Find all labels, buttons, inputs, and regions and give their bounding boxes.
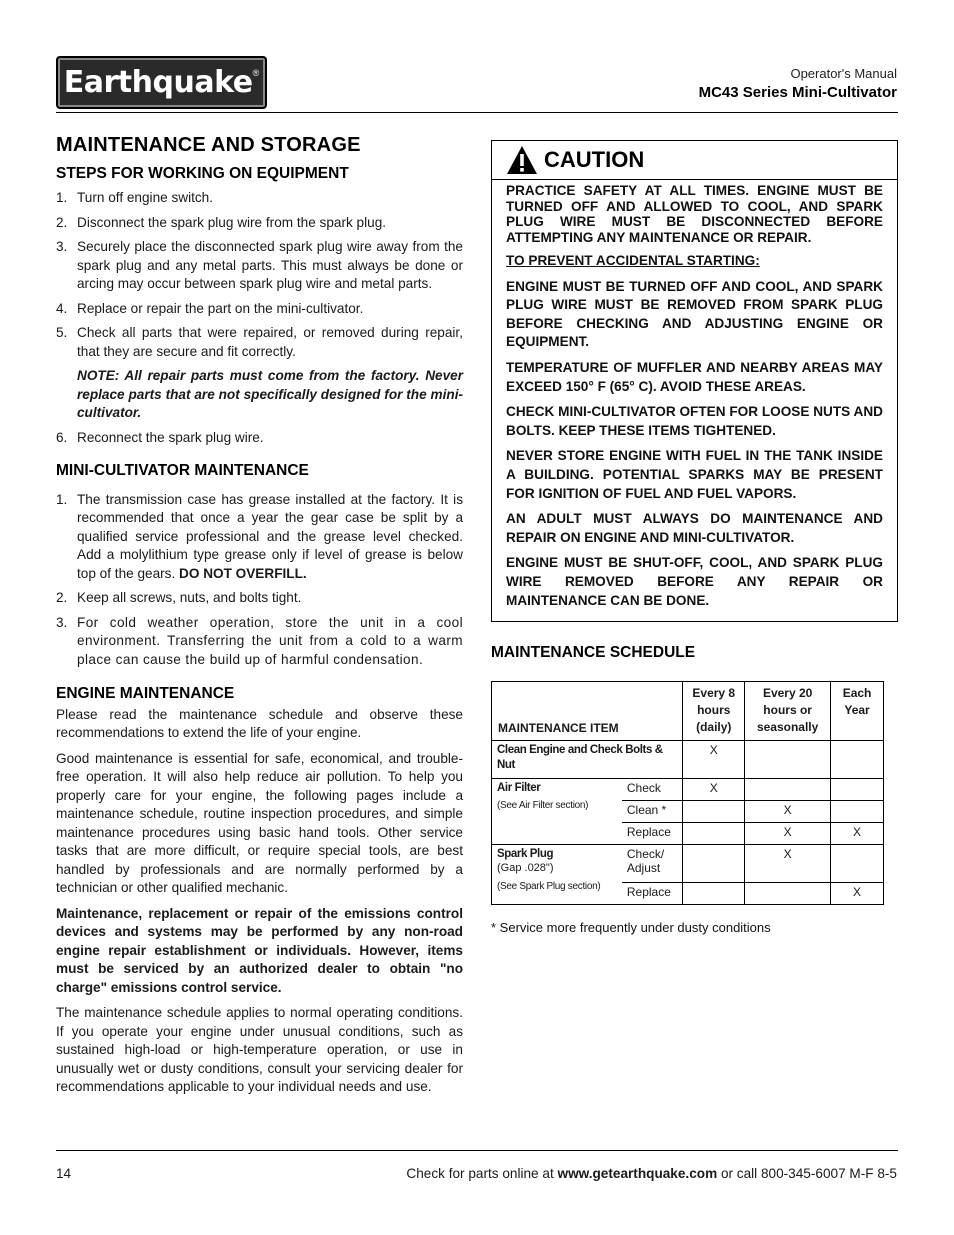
- cell-mark: X: [683, 779, 745, 801]
- cell-mark: X: [745, 801, 831, 823]
- caution-header: [492, 141, 897, 180]
- caution-paragraph: PRACTICE SAFETY AT ALL TIMES. ENGINE MUST BE TURNED OFF AND ALLOWED TO COOL, AND SPARK PLUG WIRE MUST BE DISCONNECTED BEFORE ATTEMPTING ANY MAINTENANCE OR REPAIR.: [506, 183, 883, 245]
- cell-mark: X: [683, 741, 745, 779]
- list-item: 2. Disconnect the spark plug wire from the spark plug.: [56, 214, 387, 230]
- list-item: 6. Reconnect the spark plug wire.: [56, 429, 264, 445]
- list-item: 3. Securely place the disconnected spark plug wire away from the spark plug and any metal parts. This must always be done or arcing may occur between spark plug wire and metal parts.: [56, 239, 463, 291]
- series-title: MC43 Series Mini-Cultivator: [698, 84, 897, 101]
- list-item: 1. The transmission case has grease installed at the factory. It is recommended that once a year the gear case be split by a qualified service professional and the grease level checked. Add a molylithium type grease only if level of grease is below top of the gears. DO NOT OVERFILL.: [56, 491, 463, 581]
- cell-mark: X: [745, 823, 831, 845]
- logo-registered-mark: ®: [252, 67, 260, 78]
- caution-body: [492, 180, 897, 610]
- caution-paragraph: TEMPERATURE OF MUFFLER AND NEARBY AREAS MAY EXCEED 150° F (65° C). AVOID THESE AREAS.: [506, 359, 883, 394]
- list-item: 2. Keep all screws, nuts, and bolts tight.: [56, 590, 302, 605]
- section-title: MAINTENANCE AND STORAGE: [56, 134, 361, 156]
- action-label: Replace: [622, 883, 683, 905]
- caution-paragraph: ENGINE MUST BE TURNED OFF AND COOL, AND SPARK PLUG WIRE MUST BE REMOVED FROM SPARK PLUG BEFORE CHECKING AND ADJUSTING ENGINE OR EQUIPMENT.: [506, 278, 883, 350]
- action-label: Check/ Adjust: [622, 845, 683, 883]
- engine-paragraph: Good maintenance is essential for safe, economical, and trouble-free operation. It will also help reduce air pollution. To help you properly care for your engine, the following pages include a maintenance schedule, routine inspection procedures, and simple maintenance procedures using basic hand tools. Other service tasks that are more difficult, or require special tools, are best handled by professionals and are normally performed by a technician or other qualified mechanic.: [56, 750, 463, 895]
- list-item: 1. Turn off engine switch.: [56, 190, 214, 205]
- item-clean-engine: Clean Engine and Check Bolts & Nut: [497, 744, 663, 771]
- cell-mark: [745, 741, 831, 779]
- table-row: [492, 845, 884, 883]
- cell-mark: X: [831, 883, 884, 905]
- steps-list-cont: [56, 429, 463, 448]
- header-every-8-hours: Every 8 hours (daily): [683, 682, 745, 741]
- schedule-title: MAINTENANCE SCHEDULE: [491, 644, 696, 661]
- mini-cultivator-list: [56, 491, 463, 670]
- footer-pre: Check for parts online at: [406, 1166, 554, 1181]
- footer-post: or call 800-345-6007 M-F 8-5: [720, 1166, 897, 1181]
- list-item: 4. Replace or repair the part on the mini-cultivator.: [56, 300, 364, 316]
- caution-subheading: TO PREVENT ACCIDENTAL STARTING:: [506, 253, 760, 268]
- cell-mark: [831, 779, 884, 801]
- warning-triangle-icon: [506, 145, 538, 175]
- caution-paragraph: NEVER STORE ENGINE WITH FUEL IN THE TANK INSIDE A BUILDING. POTENTIAL SPARKS MAY BE PRESENT FOR IGNITION OF FUEL AND FUEL VAPORS.: [506, 448, 883, 501]
- caution-title: CAUTION: [544, 147, 645, 172]
- engine-paragraph: Please read the maintenance schedule and observe these recommendations to extend the life of your engine.: [56, 706, 463, 740]
- page-number: 14: [56, 1166, 72, 1181]
- caution-paragraph: AN ADULT MUST ALWAYS DO MAINTENANCE AND REPAIR ON ENGINE AND MINI-CULTIVATOR.: [506, 511, 883, 545]
- maintenance-schedule-table: [491, 681, 884, 905]
- footer-contact: [406, 1166, 897, 1181]
- cell-mark: [831, 845, 884, 883]
- cell-mark: [831, 741, 884, 779]
- cell-mark: [683, 823, 745, 845]
- cell-mark: [831, 801, 884, 823]
- table-row: [492, 779, 884, 801]
- action-label: Replace: [622, 823, 683, 845]
- header-right: [699, 66, 897, 101]
- steps-title: STEPS FOR WORKING ON EQUIPMENT: [56, 164, 349, 182]
- header-each-year: Each Year: [831, 682, 884, 741]
- logo-text: Earthquake: [63, 65, 253, 100]
- cell-mark: [683, 883, 745, 905]
- steps-list: [56, 189, 463, 361]
- caution-paragraph: ENGINE MUST BE SHUT-OFF, COOL, AND SPARK PLUG WIRE REMOVED BEFORE ANY REPAIR OR MAINTENANCE CAN BE DONE.: [506, 555, 883, 608]
- table-header-row: [492, 682, 884, 741]
- mini-cultivator-title: MINI-CULTIVATOR MAINTENANCE: [56, 462, 309, 479]
- list-item: 3. For cold weather operation, store the unit in a cool environment. Transferring the unit from a cold to a warm place can cause the build up of harmful condensation.: [56, 614, 463, 667]
- list-item: 5. Check all parts that were repaired, or removed during repair, that they are secure and fit correctly.: [56, 325, 463, 359]
- air-filter-note: (See Air Filter section): [497, 800, 589, 811]
- table-row: [492, 741, 884, 779]
- header-every-20-hours: Every 20 hours or seasonally: [745, 682, 831, 741]
- earthquake-logo: [56, 56, 267, 109]
- action-label: Clean *: [622, 801, 683, 823]
- header-divider: [56, 112, 898, 113]
- engine-paragraph: The maintenance schedule applies to normal operating conditions. If you operate your engine under unusual conditions, such as sustained high-load or high-temperature operation, or use in unusually wet or dusty conditions, consult your servicing dealer for recommendations applicable to your individual needs and use.: [56, 1005, 463, 1094]
- spark-plug-gap: (Gap .028"): [497, 862, 554, 874]
- cell-mark: [683, 845, 745, 883]
- spark-plug-note: (See Spark Plug section): [497, 881, 601, 892]
- schedule-footnote: * Service more frequently under dusty conditions: [491, 920, 771, 935]
- cell-mark: [745, 883, 831, 905]
- engine-maintenance-title: ENGINE MAINTENANCE: [56, 685, 235, 702]
- cell-mark: X: [831, 823, 884, 845]
- caution-box: [491, 140, 898, 622]
- website-link[interactable]: www.getearthquake.com: [557, 1166, 718, 1181]
- header-maintenance-item: MAINTENANCE ITEM: [492, 682, 683, 741]
- cell-mark: [683, 801, 745, 823]
- repair-parts-note: NOTE: All repair parts must come from the factory. Never replace parts that are not specifically designed for the mini-cultivator.: [77, 368, 463, 420]
- cell-mark: X: [745, 845, 831, 883]
- emissions-paragraph: Maintenance, replacement or repair of the emissions control devices and systems may be performed by any non-road engine repair establishment or individuals. However, items must be serviced by an authorized dealer to obtain "no charge" emissions control service.: [56, 905, 463, 995]
- item-air-filter: Air Filter: [497, 782, 541, 794]
- left-column: [56, 136, 463, 1104]
- manual-label: Operator's Manual: [790, 66, 897, 81]
- item-spark-plug: Spark Plug: [497, 848, 554, 860]
- cell-mark: [745, 779, 831, 801]
- caution-paragraph: CHECK MINI-CULTIVATOR OFTEN FOR LOOSE NUTS AND BOLTS. KEEP THESE ITEMS TIGHTENED.: [506, 404, 883, 438]
- overfill-warning: DO NOT OVERFILL.: [179, 565, 307, 581]
- footer-divider: [56, 1150, 898, 1151]
- action-label: Check: [622, 779, 683, 801]
